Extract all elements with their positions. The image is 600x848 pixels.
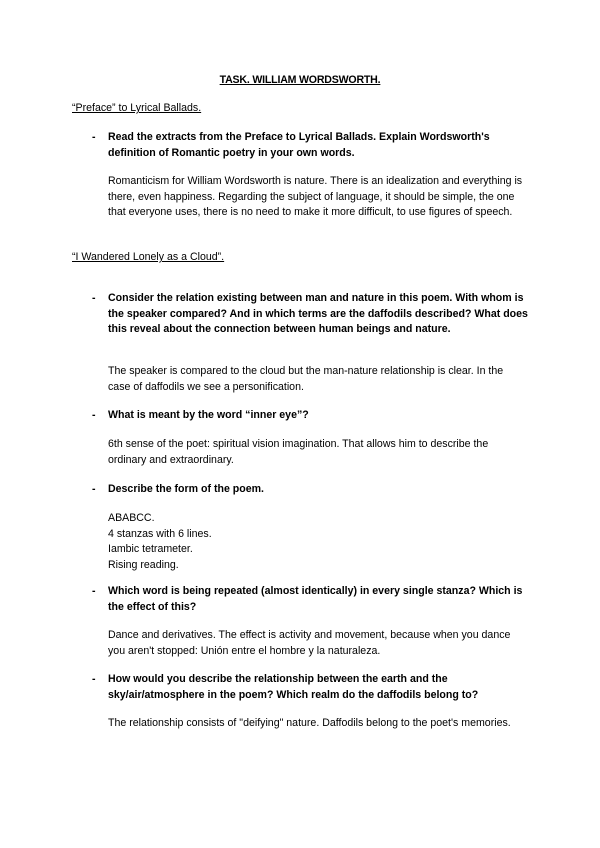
answer-line: ABABCC.	[108, 512, 155, 524]
question-text: What is meant by the word “inner eye”?	[108, 409, 309, 421]
answer-form	[108, 511, 528, 573]
page-title: TASK. WILLIAM WORDSWORTH.	[219, 74, 381, 86]
answer-text: The speaker is compared to the cloud but the man-nature relationship is clear. In the case of daffodils we see a personification.	[108, 365, 504, 393]
list-dash: -	[92, 585, 96, 597]
answer-line: 4 stanzas with 6 lines.	[108, 527, 212, 540]
question-inner-eye	[92, 408, 532, 424]
list-dash: -	[92, 292, 96, 304]
list-dash: -	[92, 409, 96, 421]
question-man-nature	[92, 291, 532, 338]
question-text: How would you describe the relationship between the earth and the sky/air/atmosphere in the poem? Which realm do the daffodils belong to?	[108, 673, 479, 701]
answer-text: The relationship consists of "deifying" nature. Daffodils belong to the poet's memories.	[108, 717, 511, 729]
answer-text: Romanticism for William Wordsworth is nature. There is an idealization and everything is there, even happiness. Regarding the subject of language, it should be simple, the one that everyone uses, there is no need to make it more difficult, to use figures of speech.	[108, 175, 523, 218]
answer-line: Iambic tetrameter.	[108, 543, 193, 555]
list-dash: -	[92, 673, 96, 685]
question-text: Which word is being repeated (almost identically) in every single stanza? Which is the effect of this?	[108, 585, 523, 613]
question-form	[92, 482, 532, 498]
answer-earth-sky	[108, 716, 528, 732]
list-dash: -	[92, 131, 96, 143]
answer-text: 6th sense of the poet: spiritual vision imagination. That allows him to describe the ordinary and extraordinary.	[108, 438, 489, 466]
section-heading-preface: “Preface” to Lyrical Ballads.	[72, 102, 202, 114]
answer-text: Dance and derivatives. The effect is activity and movement, because when you dance you aren't stopped: Unión entre el hombre y la naturaleza.	[108, 629, 511, 657]
question-text: Consider the relation existing between man and nature in this poem. With whom is the speaker compared? And in which terms are the daffodils described? What does this reveal about the connection between human beings and nature.	[108, 292, 528, 335]
section-heading-poem: “I Wandered Lonely as a Cloud”.	[72, 251, 225, 263]
question-preface-definition	[92, 130, 532, 161]
question-repeated-word	[92, 584, 532, 615]
question-earth-sky	[92, 672, 532, 703]
answer-preface-definition	[108, 174, 528, 221]
question-text: Describe the form of the poem.	[108, 483, 264, 495]
answer-man-nature	[108, 364, 528, 395]
answer-inner-eye	[108, 437, 528, 468]
answer-line: Rising reading.	[108, 558, 179, 571]
question-text: Read the extracts from the Preface to Lyrical Ballads. Explain Wordsworth's definition of Romantic poetry in your own words.	[108, 131, 490, 159]
list-dash: -	[92, 483, 96, 495]
answer-repeated-word	[108, 628, 528, 659]
